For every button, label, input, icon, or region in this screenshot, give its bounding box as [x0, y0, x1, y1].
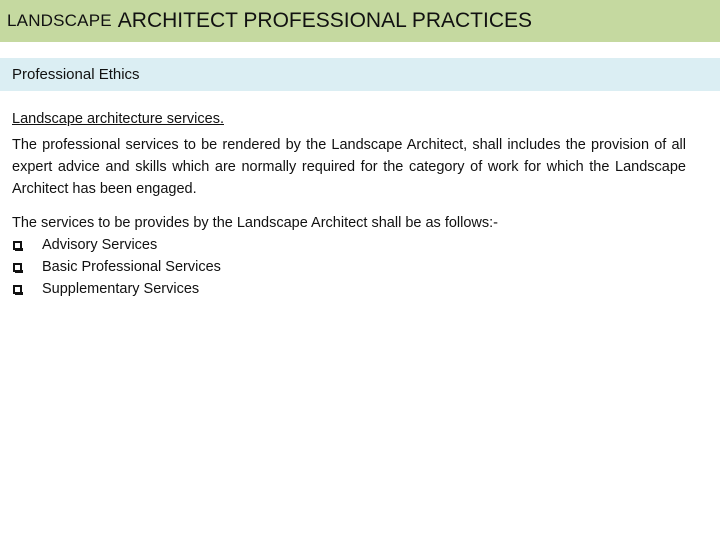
list-item [12, 278, 686, 300]
title-part-2: ARCHITECT PROFESSIONAL PRACTICES [117, 9, 533, 32]
services-intro: The services to be provides by the Landscape Architect shall be as follows:- [12, 215, 499, 231]
title-part-1: LANDSCAPE [7, 11, 112, 30]
list-item-label: Basic Professional Services [42, 259, 221, 275]
list-item [12, 256, 686, 278]
subheading: Landscape architecture services. [12, 111, 224, 127]
title-bar [0, 0, 720, 42]
checkbox-bullet-icon [13, 241, 22, 250]
list-item-label: Supplementary Services [42, 281, 200, 297]
services-list [12, 234, 686, 300]
section-title: Professional Ethics [12, 66, 140, 83]
section-heading [0, 58, 720, 91]
list-item [12, 234, 686, 256]
checkbox-bullet-icon [13, 263, 22, 272]
content-body [12, 108, 686, 300]
list-item-label: Advisory Services [42, 237, 158, 253]
checkbox-bullet-icon [13, 285, 22, 294]
services-paragraph: The professional services to be rendered by the Landscape Architect, shall includes the provision of all expert advice and skills which are normally required for the category of work for which the Landscape Architect has been engaged. [12, 137, 686, 197]
